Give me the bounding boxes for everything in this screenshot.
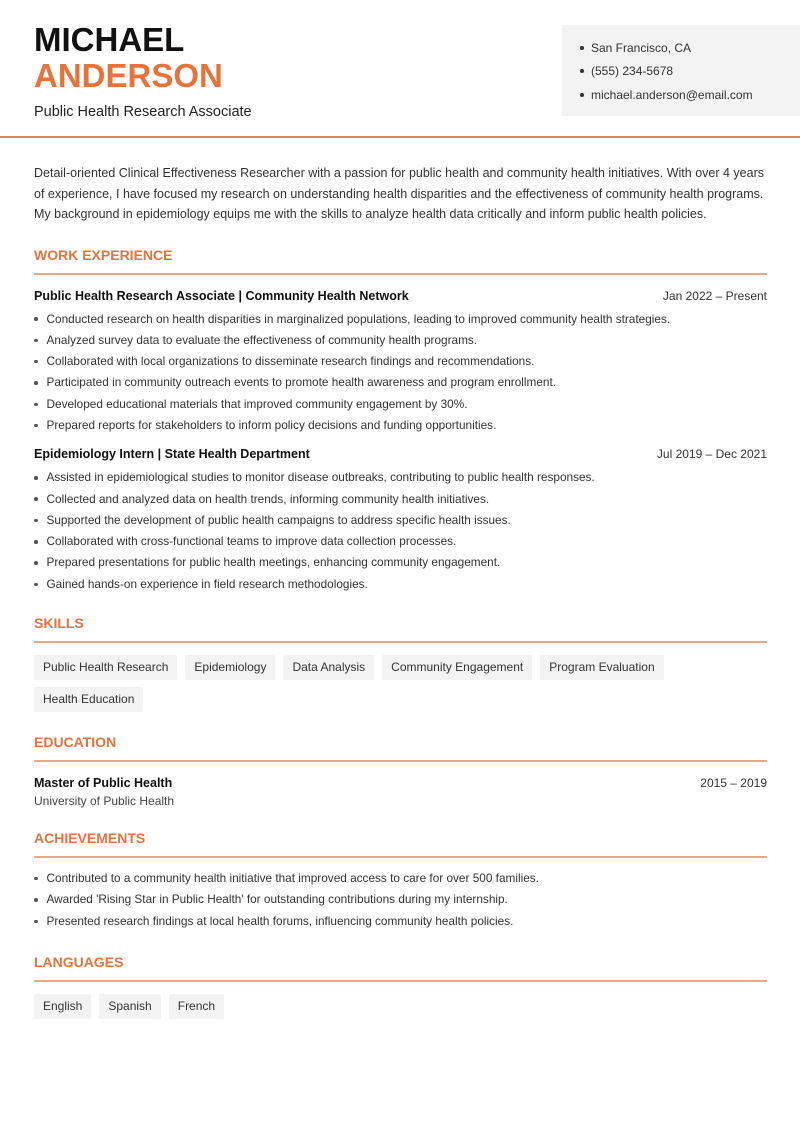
list-item: Assisted in epidemiological studies to monitor disease outbreaks, contributing to public health responses. bbox=[34, 467, 767, 488]
contact-box bbox=[562, 25, 800, 116]
bullet-icon bbox=[34, 403, 38, 407]
job-bullets bbox=[34, 467, 767, 595]
list-item: Collected and analyzed data on health trends, informing community health initiatives. bbox=[34, 489, 767, 510]
education-dates: 2015 – 2019 bbox=[700, 776, 767, 791]
skill-tag: Public Health Research bbox=[34, 655, 177, 680]
job-title: Public Health Research Associate bbox=[34, 104, 252, 120]
job-role: Epidemiology Intern | State Health Department bbox=[34, 447, 310, 462]
job-bullets bbox=[34, 309, 767, 437]
section-title-skills: SKILLS bbox=[34, 615, 767, 643]
summary: Detail-oriented Clinical Effectiveness Researcher with a passion for public health and community health initiatives. With over 4 years of experience, I have focused my research on understanding health disparities and the effectiveness of community health programs. My background in epidemiology equips me with the skills to analyze health data critically and inform public health policies. bbox=[34, 166, 764, 221]
skill-tags bbox=[34, 655, 767, 712]
language-tag: Spanish bbox=[99, 994, 160, 1019]
skill-tag: Program Evaluation bbox=[540, 655, 663, 680]
list-item: Awarded 'Rising Star in Public Health' for outstanding contributions during my internship. bbox=[34, 889, 767, 910]
list-item: Participated in community outreach events to promote health awareness and program enrollment. bbox=[34, 372, 767, 393]
phone-text: (555) 234-5678 bbox=[591, 64, 674, 79]
job-entry bbox=[34, 447, 767, 595]
job-role: Public Health Research Associate | Community Health Network bbox=[34, 288, 409, 303]
section-achievements bbox=[34, 830, 767, 932]
bullet-icon bbox=[34, 476, 38, 480]
job-entry bbox=[34, 289, 767, 437]
list-item: Analyzed survey data to evaluate the effectiveness of community health programs. bbox=[34, 330, 767, 351]
list-item: Contributed to a community health initiative that improved access to care for over 500 families. bbox=[34, 868, 767, 889]
bullet-icon bbox=[34, 381, 38, 385]
achievement-list bbox=[34, 868, 767, 932]
bullet-icon bbox=[34, 877, 38, 881]
bullet-icon bbox=[580, 93, 584, 97]
section-title-work: WORK EXPERIENCE bbox=[34, 247, 767, 275]
list-item: Prepared reports for stakeholders to inform policy decisions and funding opportunities. bbox=[34, 415, 767, 436]
section-title-languages: LANGUAGES bbox=[34, 954, 767, 982]
bullet-icon bbox=[580, 69, 584, 73]
bullet-icon bbox=[34, 898, 38, 902]
skill-tag: Data Analysis bbox=[283, 655, 374, 680]
list-item: Collaborated with local organizations to disseminate research findings and recommendations. bbox=[34, 351, 767, 372]
bullet-icon bbox=[34, 920, 38, 924]
job-dates: Jul 2019 – Dec 2021 bbox=[656, 447, 767, 462]
resume-header bbox=[0, 0, 800, 138]
section-skills bbox=[34, 615, 767, 712]
section-languages bbox=[34, 954, 767, 1019]
resume-body bbox=[0, 163, 800, 1019]
language-tag: French bbox=[169, 994, 224, 1019]
bullet-icon bbox=[34, 497, 38, 501]
section-education bbox=[34, 734, 767, 808]
contact-email bbox=[580, 83, 800, 107]
contact-location bbox=[580, 36, 800, 60]
skill-tag: Community Engagement bbox=[382, 655, 532, 680]
location-text: San Francisco, CA bbox=[591, 40, 692, 55]
bullet-icon bbox=[34, 317, 38, 321]
list-item: Developed educational materials that improved community engagement by 30%. bbox=[34, 394, 767, 415]
bullet-icon bbox=[34, 561, 38, 565]
list-item: Gained hands-on experience in field research methodologies. bbox=[34, 574, 767, 595]
skill-tag: Epidemiology bbox=[185, 655, 275, 680]
bullet-icon bbox=[34, 519, 38, 523]
first-name: MICHAEL bbox=[34, 21, 185, 58]
degree: Master of Public Health bbox=[34, 776, 173, 791]
bullet-icon bbox=[34, 583, 38, 587]
language-tag: English bbox=[34, 994, 91, 1019]
list-item: Presented research findings at local health forums, influencing community health policies. bbox=[34, 911, 767, 932]
section-title-achievements: ACHIEVEMENTS bbox=[34, 830, 767, 858]
list-item: Collaborated with cross-functional teams to improve data collection processes. bbox=[34, 531, 767, 552]
skill-tag: Health Education bbox=[34, 687, 143, 712]
list-item: Supported the development of public health campaigns to address specific health issues. bbox=[34, 510, 767, 531]
section-title-education: EDUCATION bbox=[34, 734, 767, 762]
list-item: Prepared presentations for public health meetings, enhancing community engagement. bbox=[34, 552, 767, 573]
language-tags bbox=[34, 994, 767, 1019]
bullet-icon bbox=[34, 424, 38, 428]
school: University of Public Health bbox=[34, 794, 175, 809]
bullet-icon bbox=[34, 360, 38, 364]
bullet-icon bbox=[34, 339, 38, 343]
name-block bbox=[34, 22, 252, 120]
last-name: ANDERSON bbox=[34, 57, 223, 94]
job-dates: Jan 2022 – Present bbox=[662, 288, 767, 303]
bullet-icon bbox=[580, 46, 584, 50]
bullet-icon bbox=[34, 540, 38, 544]
list-item: Conducted research on health disparities in marginalized populations, leading to improved community health strategies. bbox=[34, 309, 767, 330]
section-work-experience bbox=[34, 247, 767, 596]
contact-phone bbox=[580, 60, 800, 84]
email-text: michael.anderson@email.com bbox=[591, 87, 753, 102]
